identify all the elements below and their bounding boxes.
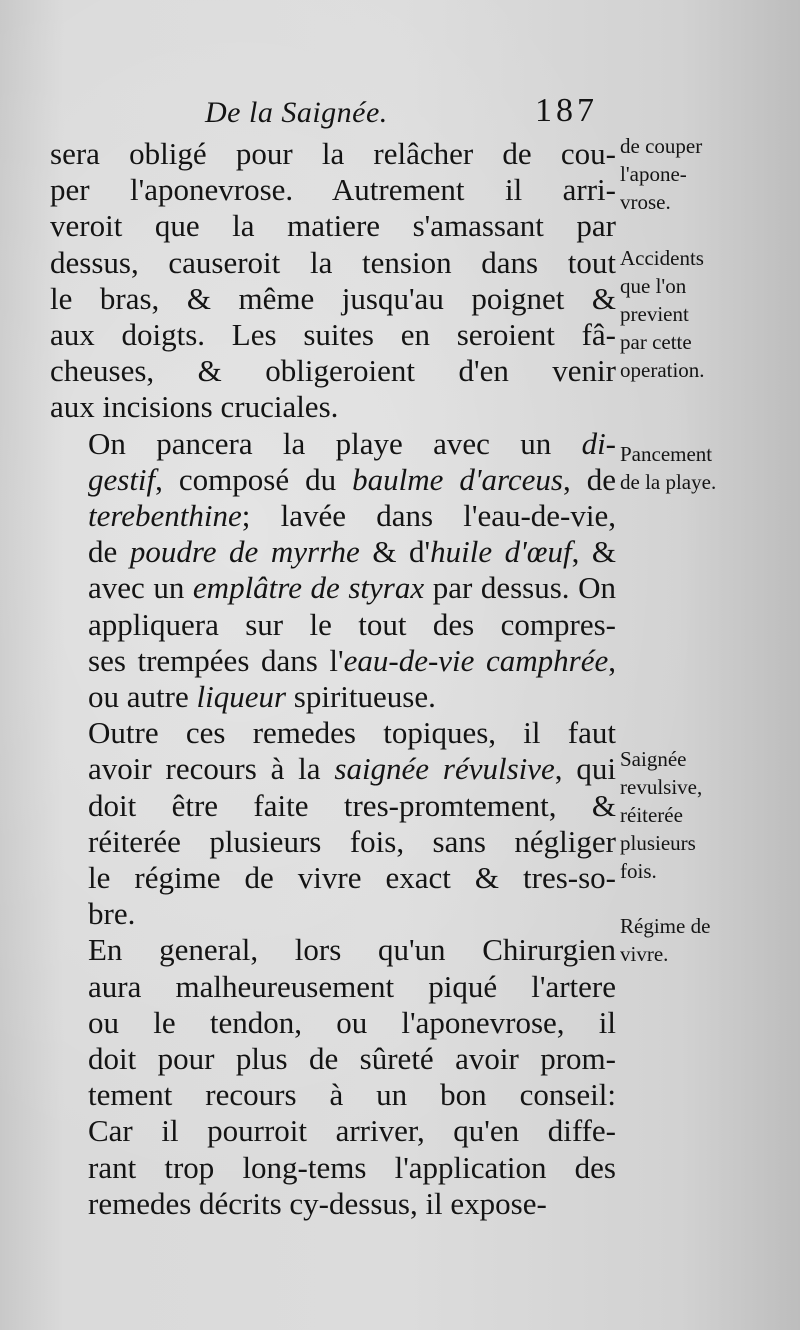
text-line [50,1077,616,1113]
margin-note [620,132,790,216]
text-segment: , composé du [155,461,353,497]
margin-note-line: previent [620,302,689,326]
text-line [50,462,616,498]
text-segment: sera obligé pour la relâcher de cou- [50,136,616,171]
text-segment: , [608,642,616,678]
text-segment: ou le tendon, ou l'aponevrose, il [88,1004,616,1040]
italic-text: gestif [88,461,156,497]
text-segment: En general, lors qu'un Chirurgien [88,932,616,968]
italic-text: poudre de myrrhe [129,534,360,570]
italic-text: liqueur [196,679,287,715]
text-line [50,245,616,281]
margin-note-line: revulsive, [620,775,703,799]
text-segment: avoir recours à la [88,751,335,787]
margin-note-line: Régime de [620,914,711,938]
text-segment: remedes décrits cy-dessus, il expose- [88,1185,547,1221]
italic-text: saignée révulsive [334,751,555,787]
running-title: De la Saignée. [205,96,388,129]
text-segment: cheuses, & obligeroient d'en venir [50,353,616,389]
text-segment: spiritueuse. [286,679,436,715]
margin-note-line: fois. [620,859,657,883]
text-segment: ; lavée dans l'eau-de-vie, [241,498,616,534]
text-line [50,281,616,317]
margin-note-line: operation. [620,358,705,382]
italic-text: terebenthine [88,498,242,534]
text-segment: de [88,534,130,570]
italic-text: huile d'œuf [430,534,572,570]
text-segment: rant trop long-tems l'application des [88,1149,616,1185]
text-segment: par dessus. On [424,570,616,606]
text-segment: veroit que la matiere s'amassant par [50,208,616,244]
paragraph [50,932,616,1222]
text-segment: bre. [88,896,136,932]
text-segment: aux incisions cruciales. [50,389,339,425]
text-line [50,1041,616,1077]
main-text [50,136,616,1222]
text-segment: dessus, causeroit la tension dans tout [50,244,616,280]
text-line [50,715,616,751]
page-header [150,92,610,136]
margin-note [620,745,790,885]
paragraph [50,136,616,426]
margin-note-line: Saignée [620,747,687,771]
margin-note-line: l'apone- [620,162,687,186]
text-segment: , & [571,534,617,570]
text-line [50,1186,616,1222]
margin-note-line: que l'on [620,274,687,298]
text-line [50,1150,616,1186]
margin-note-line: plusieurs [620,831,696,855]
margin-note-line: Pancement [620,442,713,466]
page-number: 187 [535,92,598,129]
text-line [50,172,616,208]
text-line [50,136,616,172]
text-line [50,498,616,534]
text-segment: tement recours à un bon conseil: [88,1077,616,1113]
margin-note [620,912,790,968]
text-segment: & d' [359,534,431,570]
margin-note [620,440,790,496]
paragraph [50,715,616,932]
text-line [50,1113,616,1149]
text-segment: appliquera sur le tout des compres- [88,606,616,642]
text-segment: aux doigts. Les suites en seroient fâ- [50,317,616,353]
italic-text: eau-de-vie camphrée [343,642,609,678]
text-line [50,932,616,968]
text-segment: , qui [554,751,616,787]
text-line [50,860,616,896]
text-line [50,896,616,932]
text-line [50,570,616,606]
text-segment: ses trempées dans l' [88,642,344,678]
margin-note-line: par cette [620,330,692,354]
margin-note-line: vivre. [620,942,669,966]
paragraph [50,426,616,716]
italic-text: di- [581,425,616,461]
text-line [50,426,616,462]
text-segment: , de [563,461,617,497]
text-line [50,389,616,425]
margin-note-line: vrose. [620,190,671,214]
text-line [50,317,616,353]
text-segment: doit être faite tres-promtement, & [88,787,616,823]
text-line [50,643,616,679]
margin-note-line: réiterée [620,803,683,827]
text-line [50,824,616,860]
text-line [50,679,616,715]
text-line [50,208,616,244]
text-segment: ou autre [88,679,197,715]
italic-text: baulme d'arceus [352,461,563,497]
text-line [50,751,616,787]
text-line [50,607,616,643]
margin-note-line: Accidents [620,246,704,270]
text-segment: Car il pourroit arriver, qu'en diffe- [88,1113,616,1149]
text-segment: réiterée plusieurs fois, sans négliger [88,823,616,859]
text-segment: Outre ces remedes topiques, il faut [88,715,616,751]
text-line [50,1005,616,1041]
margin-note-line: de couper [620,134,703,158]
text-segment: per l'aponevrose. Autrement il arri- [50,172,616,208]
text-line [50,534,616,570]
text-line [50,353,616,389]
text-segment: avec un [88,570,193,606]
text-segment: le bras, & même jusqu'au poignet & [50,280,616,316]
text-line [50,969,616,1005]
text-segment: On pancera la playe avec un [88,425,582,461]
text-segment: le régime de vivre exact & tres-so- [88,860,616,896]
margin-note-line: de la playe. [620,470,717,494]
italic-text: emplâtre de styrax [192,570,425,606]
margin-note [620,244,790,384]
text-line [50,788,616,824]
text-segment: doit pour plus de sûreté avoir prom- [88,1041,616,1077]
text-segment: aura malheureusement piqué l'artere [88,968,616,1004]
